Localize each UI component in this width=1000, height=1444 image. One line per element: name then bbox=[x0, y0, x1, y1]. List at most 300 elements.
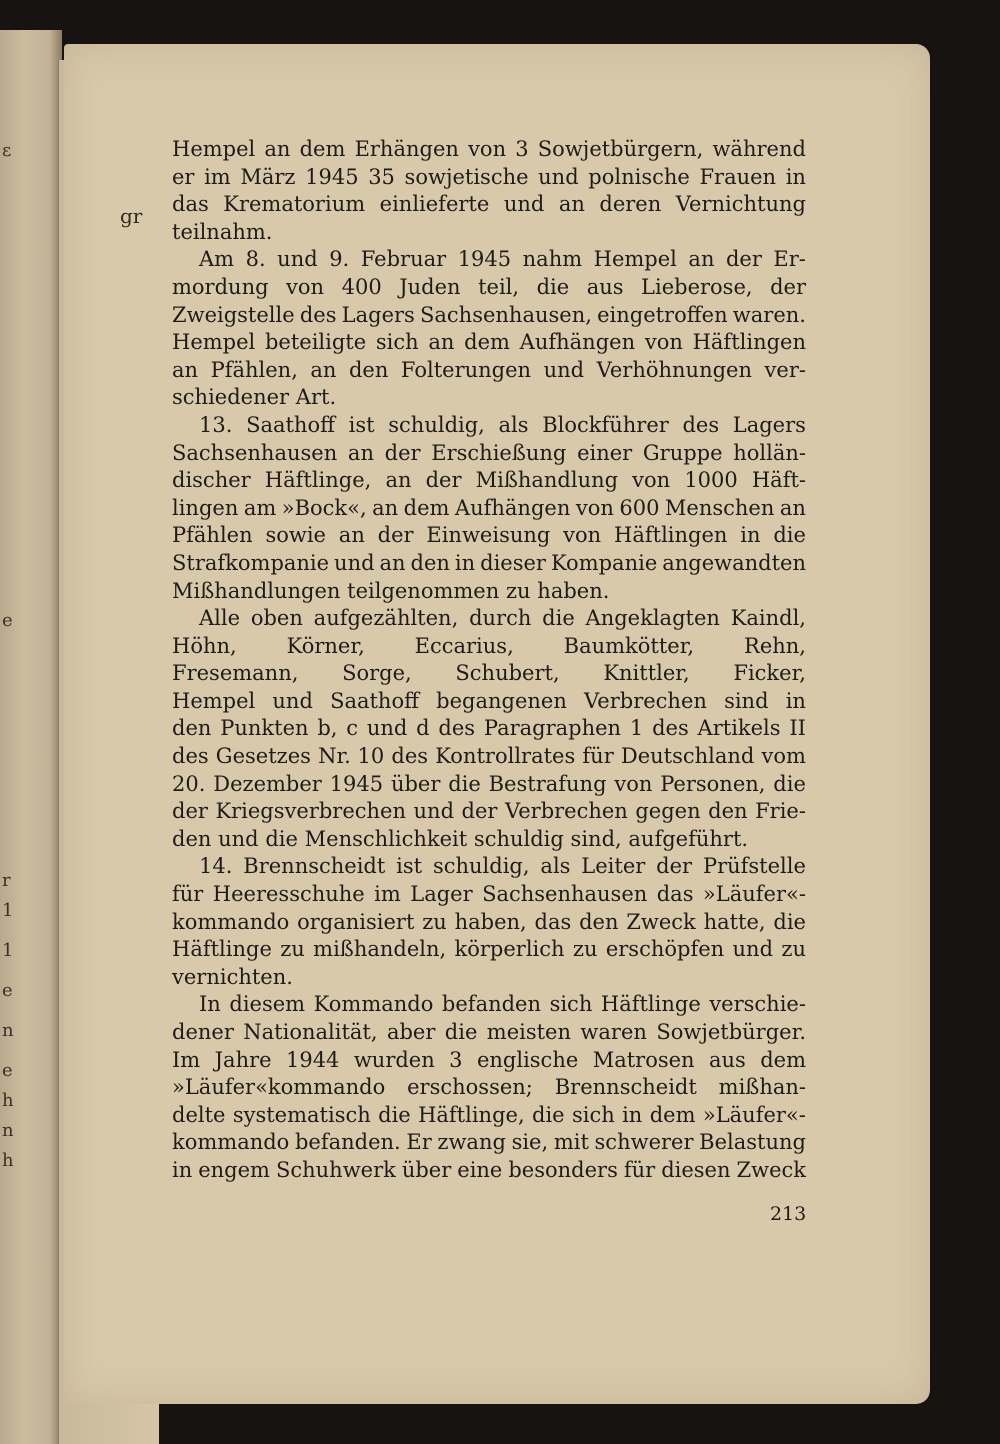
word: Juden bbox=[399, 274, 461, 299]
word: an bbox=[310, 357, 337, 382]
word: an bbox=[372, 495, 399, 520]
word: von bbox=[563, 523, 602, 548]
word: haben, bbox=[454, 909, 527, 934]
word: Körner, bbox=[286, 633, 365, 658]
word: Erschießung bbox=[431, 440, 567, 465]
word: sowie bbox=[265, 523, 326, 548]
word: Schuhwerk bbox=[275, 1157, 396, 1182]
word: 1945 bbox=[305, 164, 359, 189]
word: an bbox=[688, 247, 715, 272]
word: 1944 bbox=[285, 1047, 340, 1072]
word: des bbox=[391, 744, 429, 769]
word: befanden. bbox=[294, 1130, 401, 1155]
word: Mißhandlungen bbox=[172, 578, 341, 603]
word: Kaindl, bbox=[730, 606, 806, 631]
word: Nr. 10 bbox=[318, 744, 385, 769]
word: ver- bbox=[764, 357, 806, 382]
word: dieser bbox=[480, 550, 546, 575]
word: 1000 bbox=[684, 468, 738, 493]
word: Menschlichkeit bbox=[304, 826, 468, 851]
word: 35 bbox=[368, 164, 395, 189]
text-line bbox=[172, 495, 806, 523]
word: des bbox=[438, 716, 476, 741]
page-number: 213 bbox=[770, 1203, 807, 1225]
word: Aufhängen bbox=[454, 495, 571, 520]
word: in bbox=[785, 688, 806, 713]
word: Alle bbox=[199, 606, 241, 631]
text-line bbox=[172, 826, 806, 854]
word: ist bbox=[348, 412, 375, 437]
text-line bbox=[172, 605, 806, 633]
facing-page-fragment: ε bbox=[2, 140, 12, 161]
facing-page-fragment: h bbox=[2, 1090, 14, 1111]
text-line bbox=[172, 688, 806, 716]
word: Schubert, bbox=[455, 661, 560, 686]
word: Eccarius, bbox=[414, 633, 514, 658]
word: Häft- bbox=[751, 468, 806, 493]
word: 20. bbox=[172, 771, 206, 796]
word: teilnahm. bbox=[172, 219, 273, 244]
word: vom bbox=[761, 744, 806, 769]
word: Sachsenhausen, bbox=[420, 302, 592, 327]
word: Hempel bbox=[172, 688, 256, 713]
word: mißhan- bbox=[718, 1075, 806, 1100]
facing-page-fragment: e bbox=[2, 610, 13, 631]
word: Personen, bbox=[660, 771, 766, 796]
word: zu bbox=[280, 937, 305, 962]
word: eine bbox=[457, 1157, 503, 1182]
word: aufgeführt. bbox=[628, 826, 749, 851]
text-line bbox=[172, 219, 806, 247]
word: Er bbox=[406, 1130, 432, 1155]
word: Frie- bbox=[755, 799, 806, 824]
word: schuldig, bbox=[388, 412, 485, 437]
text-line bbox=[172, 798, 806, 826]
text-line bbox=[172, 274, 806, 302]
word: den bbox=[410, 550, 450, 575]
word: der bbox=[770, 274, 806, 299]
word: der bbox=[725, 247, 762, 272]
word: der bbox=[656, 854, 693, 879]
word: die bbox=[542, 606, 575, 631]
word: Häftlinge, bbox=[264, 468, 372, 493]
word: »Läufer«- bbox=[702, 882, 806, 907]
word: deren bbox=[599, 192, 662, 217]
word: die bbox=[773, 523, 806, 548]
word: März bbox=[240, 164, 296, 189]
word: an bbox=[338, 523, 365, 548]
word: besonders bbox=[508, 1157, 618, 1182]
word: Im bbox=[172, 1047, 201, 1072]
word: aber bbox=[386, 1020, 436, 1044]
word: körperlich bbox=[454, 937, 565, 962]
word: aus bbox=[586, 274, 624, 299]
word: dem bbox=[464, 330, 510, 355]
word: organisiert bbox=[297, 909, 415, 934]
text-line bbox=[172, 329, 806, 357]
facing-page-fragment: h bbox=[2, 1150, 14, 1171]
word: 13. bbox=[199, 412, 233, 437]
word: 14. bbox=[199, 854, 233, 879]
word: er bbox=[172, 164, 195, 189]
word: Deutschland bbox=[620, 744, 755, 769]
word: an bbox=[264, 137, 291, 161]
text-line bbox=[172, 633, 806, 661]
word: gegen bbox=[635, 799, 701, 824]
word: 1945 bbox=[457, 247, 512, 272]
word: Hempel bbox=[172, 330, 256, 355]
word: befanden bbox=[441, 992, 542, 1017]
word: Dezember bbox=[213, 771, 322, 796]
word: Menschen bbox=[664, 495, 775, 520]
word: Matrosen bbox=[592, 1047, 695, 1072]
word: sie, bbox=[511, 1130, 549, 1155]
text-line bbox=[172, 1019, 806, 1047]
word: im bbox=[204, 164, 231, 189]
word: und bbox=[277, 247, 318, 272]
word: sich bbox=[571, 1102, 615, 1127]
word: zu bbox=[505, 578, 531, 603]
word: waren. bbox=[732, 302, 806, 327]
word: Kontrollrates bbox=[435, 744, 576, 769]
word: den bbox=[172, 826, 212, 851]
text-line bbox=[172, 1102, 806, 1130]
word: Brennscheidt bbox=[554, 1075, 697, 1100]
word: des bbox=[172, 744, 209, 769]
word: schiedener bbox=[172, 385, 290, 410]
word: in bbox=[622, 1102, 643, 1127]
word: 600 bbox=[619, 495, 660, 520]
word: Frauen bbox=[699, 164, 777, 189]
word: begangenen bbox=[436, 688, 567, 713]
page-body-text bbox=[172, 136, 806, 1185]
facing-page-fragment: r bbox=[2, 870, 11, 891]
text-line bbox=[172, 771, 806, 799]
word: und bbox=[272, 688, 313, 713]
word: 8. bbox=[245, 247, 266, 272]
word: 3 bbox=[515, 137, 529, 161]
word: in bbox=[740, 523, 761, 548]
word: Gruppe bbox=[642, 440, 723, 465]
text-line bbox=[172, 743, 806, 771]
word: Einweisung bbox=[426, 523, 551, 548]
word: mordung bbox=[172, 274, 269, 299]
word: der bbox=[425, 468, 462, 493]
text-line bbox=[172, 384, 806, 412]
word: Erhängen bbox=[354, 137, 459, 161]
word: Februar bbox=[360, 247, 447, 272]
word: das bbox=[534, 909, 572, 934]
word: sind, bbox=[570, 826, 622, 851]
word: des bbox=[299, 302, 337, 327]
text-line bbox=[172, 1157, 806, 1185]
word: und bbox=[543, 357, 585, 382]
word: Gesetzes bbox=[215, 744, 311, 769]
word: in bbox=[454, 550, 476, 575]
text-line bbox=[172, 302, 806, 330]
word: Häftlingen bbox=[692, 330, 806, 355]
word: nahm bbox=[522, 247, 583, 272]
word: Ficker, bbox=[733, 661, 806, 686]
word: den bbox=[708, 799, 748, 824]
word: II bbox=[789, 716, 806, 741]
word: Mißhandlung bbox=[475, 468, 619, 493]
word: und bbox=[538, 164, 579, 189]
word: zu bbox=[572, 937, 598, 962]
word: während bbox=[712, 137, 806, 161]
word: den bbox=[348, 357, 389, 382]
word: Saathoff bbox=[246, 412, 336, 437]
word: Krematorium bbox=[223, 192, 366, 217]
word: über bbox=[401, 1157, 452, 1182]
word: hatte, bbox=[703, 909, 766, 934]
word: Hempel bbox=[593, 247, 677, 272]
word: von bbox=[575, 495, 614, 520]
word: sich bbox=[375, 330, 419, 355]
word: der bbox=[172, 799, 208, 824]
word: durch bbox=[469, 606, 532, 631]
word: für bbox=[623, 1157, 656, 1182]
word: Kommando bbox=[313, 992, 434, 1017]
word: und bbox=[732, 937, 774, 962]
word: aus bbox=[708, 1047, 746, 1072]
word: und bbox=[503, 192, 545, 217]
word: und bbox=[413, 799, 455, 824]
word: Zweigstelle bbox=[172, 302, 295, 327]
word: Häftlinge bbox=[600, 992, 701, 1017]
word: vernichten. bbox=[172, 964, 293, 989]
word: Artikels bbox=[697, 716, 781, 741]
text-line bbox=[172, 853, 806, 881]
text-line bbox=[172, 660, 806, 688]
word: 1945 bbox=[329, 771, 384, 796]
word: an bbox=[172, 357, 199, 382]
text-line bbox=[172, 578, 806, 606]
word: Häftlingen bbox=[614, 523, 728, 548]
word: zu bbox=[781, 937, 806, 962]
word: meisten bbox=[486, 1020, 572, 1044]
text-line bbox=[172, 136, 806, 164]
word: am bbox=[243, 495, 277, 520]
text-line bbox=[172, 991, 806, 1019]
word: Pfählen, bbox=[210, 357, 298, 382]
text-line bbox=[172, 715, 806, 743]
word: das bbox=[656, 882, 694, 907]
word: des bbox=[682, 412, 720, 437]
text-line bbox=[172, 467, 806, 495]
word: Blockführer bbox=[542, 412, 669, 437]
word: schuldig bbox=[473, 826, 564, 851]
text-line bbox=[172, 246, 806, 274]
word: sowjetische bbox=[404, 164, 529, 189]
word: Er- bbox=[773, 247, 806, 272]
word: an bbox=[558, 192, 585, 217]
word: Zweck bbox=[626, 909, 696, 934]
word: einer bbox=[577, 440, 633, 465]
word: 9. bbox=[329, 247, 350, 272]
word: die bbox=[448, 771, 481, 796]
word: Jahre bbox=[214, 1047, 272, 1072]
word: Sorge, bbox=[342, 661, 412, 686]
word: der bbox=[384, 440, 421, 465]
word: Lagers bbox=[732, 412, 806, 437]
word: In bbox=[199, 992, 221, 1017]
word: Nationalität, bbox=[243, 1020, 378, 1044]
text-line bbox=[172, 1074, 806, 1102]
word: zu bbox=[422, 909, 447, 934]
text-line bbox=[172, 909, 806, 937]
word: erschossen; bbox=[407, 1075, 533, 1100]
word: dener bbox=[172, 1020, 234, 1044]
word: für bbox=[582, 744, 614, 769]
word: Saathoff bbox=[330, 688, 420, 713]
word: oben bbox=[250, 606, 303, 631]
facing-page-fragment: n bbox=[2, 1120, 14, 1141]
word: als bbox=[498, 412, 529, 437]
text-line bbox=[172, 191, 806, 219]
word: Sachsenhausen bbox=[482, 882, 648, 907]
word: Heeresschuhe bbox=[212, 882, 365, 907]
facing-page-fragment: e bbox=[2, 980, 13, 1001]
word: an bbox=[428, 330, 455, 355]
word: für bbox=[172, 882, 204, 907]
word: im bbox=[374, 882, 401, 907]
text-line bbox=[172, 357, 806, 385]
text-line bbox=[172, 440, 806, 468]
word: Am bbox=[199, 247, 235, 272]
word: in bbox=[785, 164, 806, 189]
word: an bbox=[347, 440, 374, 465]
word: 1 bbox=[629, 716, 644, 741]
word: die bbox=[532, 1102, 565, 1127]
word: Häftlinge, bbox=[418, 1102, 525, 1127]
text-line bbox=[172, 1129, 806, 1157]
word: das bbox=[172, 192, 209, 217]
word: und bbox=[218, 826, 259, 851]
word: und bbox=[334, 550, 375, 575]
word: polnische bbox=[588, 164, 690, 189]
word: Paragraphen bbox=[483, 716, 622, 741]
word: hollän- bbox=[733, 440, 806, 465]
word: Baumkötter, bbox=[563, 633, 695, 658]
word: erschöpfen bbox=[605, 937, 725, 962]
word: des bbox=[652, 716, 689, 741]
word: sind bbox=[724, 688, 769, 713]
text-line bbox=[172, 936, 806, 964]
word: Kriegsverbrechen bbox=[215, 799, 407, 824]
word: b, bbox=[317, 716, 338, 741]
word: den bbox=[172, 716, 212, 741]
word: an bbox=[385, 468, 412, 493]
word: d bbox=[416, 716, 430, 741]
word: dem bbox=[649, 1102, 696, 1127]
word: »Läufer«- bbox=[702, 1102, 806, 1127]
word: Lieberose, bbox=[641, 274, 753, 299]
word: engem bbox=[198, 1157, 270, 1182]
word: Punkten bbox=[220, 716, 309, 741]
text-line bbox=[172, 164, 806, 192]
word: 3 bbox=[449, 1047, 463, 1072]
margin-fragment: gr bbox=[120, 204, 143, 228]
word: eingetroffen bbox=[597, 302, 728, 327]
word: die bbox=[378, 1102, 411, 1127]
word: Sowjetbürgern, bbox=[537, 137, 704, 161]
word: Bestrafung bbox=[488, 771, 607, 796]
word: kommando bbox=[172, 909, 290, 934]
word: teilgenommen bbox=[347, 578, 500, 603]
word: kommando bbox=[172, 1130, 290, 1155]
word: Art. bbox=[295, 385, 337, 410]
word: systematisch bbox=[232, 1102, 371, 1127]
word: aufgezählten, bbox=[313, 606, 459, 631]
word: Brennscheidt bbox=[243, 854, 386, 879]
word: zwang bbox=[437, 1130, 506, 1155]
word: Knittler, bbox=[603, 661, 690, 686]
word: wurden bbox=[353, 1047, 435, 1072]
word: Vernichtung bbox=[675, 192, 806, 217]
word: einlieferte bbox=[379, 192, 490, 217]
word: englische bbox=[476, 1047, 579, 1072]
word: teil, bbox=[478, 274, 520, 299]
word: Angeklagten bbox=[585, 606, 720, 631]
text-line bbox=[172, 522, 806, 550]
word: dem bbox=[299, 137, 346, 161]
word: der bbox=[461, 799, 498, 824]
word: Höhn, bbox=[172, 633, 237, 658]
word: »Läufer«kommando bbox=[172, 1075, 386, 1100]
word: angewandten bbox=[662, 550, 806, 575]
word: von bbox=[644, 330, 683, 355]
word: ist bbox=[396, 854, 423, 879]
word: Fresemann, bbox=[172, 661, 299, 686]
word: discher bbox=[172, 468, 251, 493]
word: Belastung bbox=[699, 1130, 806, 1155]
facing-page-fragment: n bbox=[2, 1020, 14, 1041]
word: die bbox=[773, 771, 806, 796]
word: Leiter bbox=[581, 854, 646, 879]
text-line bbox=[172, 881, 806, 909]
word: Strafkompanie bbox=[172, 550, 330, 575]
text-line bbox=[172, 412, 806, 440]
word: Hempel bbox=[172, 137, 256, 161]
left-facing-page-edge bbox=[0, 30, 62, 1444]
word: von bbox=[286, 274, 325, 299]
word: die bbox=[773, 909, 806, 934]
word: die bbox=[444, 1020, 478, 1044]
word: »Bock«, bbox=[281, 495, 367, 520]
text-line bbox=[172, 550, 806, 578]
word: an bbox=[379, 550, 406, 575]
word: verschie- bbox=[709, 992, 806, 1017]
word: 400 bbox=[341, 274, 382, 299]
word: Sachsenhausen bbox=[172, 440, 338, 465]
word: beteiligte bbox=[264, 330, 367, 355]
word: Rehn, bbox=[744, 633, 806, 658]
word: von bbox=[468, 137, 507, 161]
word: schwerer bbox=[594, 1130, 694, 1155]
word: Verhöhnungen bbox=[596, 357, 752, 382]
word: Sowjetbürger. bbox=[656, 1020, 806, 1044]
word: als bbox=[540, 854, 571, 879]
word: Prüfstelle bbox=[702, 854, 806, 879]
word: der bbox=[377, 523, 414, 548]
word: c bbox=[346, 716, 359, 741]
word: Pfählen bbox=[172, 523, 253, 548]
word: mißhandeln, bbox=[313, 937, 447, 962]
word: die bbox=[265, 826, 298, 851]
word: dem bbox=[403, 495, 450, 520]
word: von bbox=[614, 771, 653, 796]
